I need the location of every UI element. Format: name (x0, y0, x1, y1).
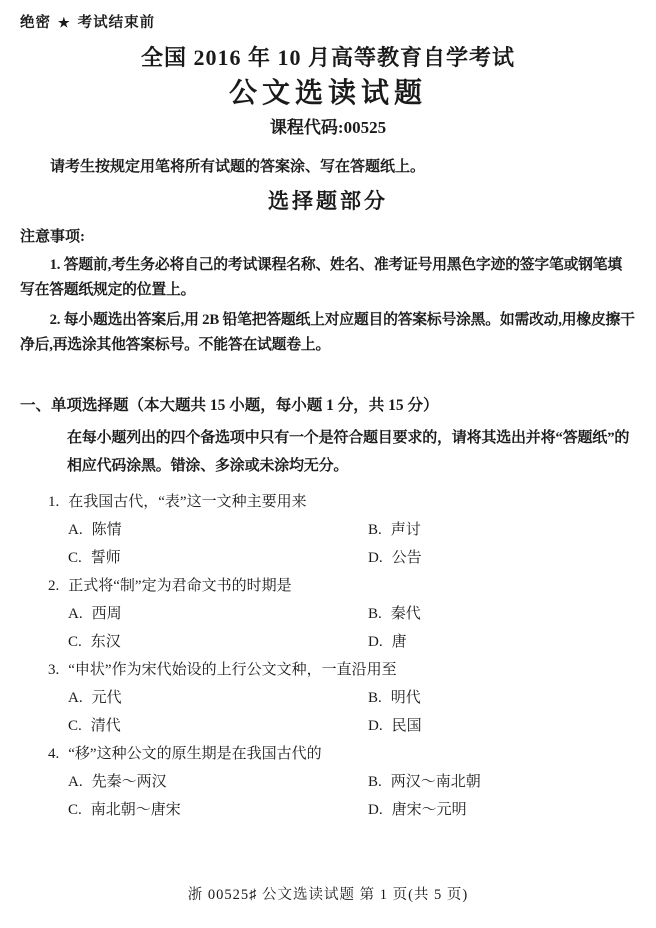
question-stem: 在我国古代，“表”这一文种主要用来 (68, 493, 307, 510)
option-text: 元代 (91, 689, 122, 706)
question-number: 4. (48, 745, 60, 762)
option-text: 先秦～两汉 (91, 773, 167, 790)
option-text: 东汉 (90, 633, 121, 650)
option-row (20, 684, 636, 712)
question (20, 656, 636, 740)
question (20, 740, 636, 824)
option-label: B. (368, 689, 382, 706)
option-label: A. (68, 605, 83, 622)
option-row (20, 712, 636, 740)
option (368, 712, 422, 740)
question-stem: “申状”作为宋代始设的上行公文文种，一直沿用至 (68, 661, 397, 678)
option (368, 796, 467, 824)
option-label: B. (368, 773, 382, 790)
option (368, 516, 421, 544)
option-text: 公告 (391, 549, 422, 566)
option-label: C. (68, 633, 82, 650)
exam-title-line2: 公文选读试题 (228, 77, 427, 109)
classification-note: 考试结束前 (77, 15, 156, 31)
option (368, 544, 422, 572)
option-label: D. (368, 633, 383, 650)
option-label: A. (68, 773, 83, 790)
question-number: 3. (48, 661, 60, 678)
notes-heading: 注意事项: (20, 229, 85, 246)
option-text: 南北朝～唐宋 (90, 801, 181, 818)
option (68, 516, 368, 544)
question (20, 488, 636, 572)
option-label: D. (368, 801, 383, 818)
option-label: D. (368, 549, 383, 566)
exam-title-line1: 全国 2016 年 10 月高等教育自学考试 (140, 45, 515, 70)
option-text: 西周 (91, 605, 122, 622)
question (20, 572, 636, 656)
option-label: C. (68, 717, 82, 734)
option (68, 628, 368, 656)
page-footer: 浙 00525♯ 公文选读试题 第 1 页(共 5 页) (187, 887, 469, 903)
option (368, 628, 407, 656)
option-label: A. (68, 521, 83, 538)
option-text: 秦代 (390, 605, 421, 622)
option-text: 声讨 (390, 521, 421, 538)
question-stem-line (20, 740, 636, 768)
option-text: 清代 (90, 717, 121, 734)
question-section-heading: 一、单项选择题（本大题共 15 小题，每小题 1 分，共 15 分） (20, 396, 439, 414)
option-label: B. (368, 605, 382, 622)
option-row (20, 516, 636, 544)
option-row (20, 600, 636, 628)
star-icon: ★ (58, 15, 71, 30)
option-row (20, 544, 636, 572)
option-text: 民国 (391, 717, 422, 734)
option-text: 唐宋～元明 (391, 801, 467, 818)
option-row (20, 796, 636, 824)
question-stem-line (20, 656, 636, 684)
question-stem-line (20, 572, 636, 600)
option (68, 544, 368, 572)
question-stem: 正式将“制”定为君命文书的时期是 (68, 577, 292, 594)
option (68, 796, 368, 824)
course-code: 课程代码:00525 (269, 118, 387, 138)
option (368, 768, 481, 796)
option (68, 712, 368, 740)
classification-level: 绝密 (20, 15, 51, 31)
option-label: C. (68, 801, 82, 818)
note-item-2: 2. 每小题选出答案后,用 2B 铅笔把答题纸上对应题目的答案标号涂黑。如需改动,用橡皮擦干净后,再选涂其他答案标号。不能答在试题卷上。 (20, 311, 635, 353)
option (368, 600, 421, 628)
option (68, 684, 368, 712)
question-stem-line (20, 488, 636, 516)
question-number: 2. (48, 577, 60, 594)
note-item-1: 1. 答题前,考生务必将自己的考试课程名称、姓名、准考证号用黑色字迹的签字笔或钢笔填写在答题纸规定的位置上。 (20, 256, 622, 298)
answer-sheet-notice: 请考生按规定用笔将所有试题的答案涂、写在答题纸上。 (50, 158, 426, 175)
option-label: B. (368, 521, 382, 538)
section-title: 选择题部分 (268, 189, 388, 214)
option-row (20, 768, 636, 796)
option-text: 两汉～南北朝 (390, 773, 481, 790)
question-section-instructions: 在每小题列出的四个备选项中只有一个是符合题目要求的，请将其选出并将“答题纸”的相应代码涂黑。错涂、多涂或未涂均无分。 (67, 429, 630, 474)
option-text: 唐 (391, 633, 407, 650)
question-number: 1. (48, 493, 60, 510)
option-text: 陈情 (91, 521, 122, 538)
option (68, 768, 368, 796)
option-label: C. (68, 549, 82, 566)
option-text: 明代 (390, 689, 421, 706)
option (68, 600, 368, 628)
option (368, 684, 421, 712)
question-list (20, 488, 636, 824)
option-row (20, 628, 636, 656)
option-label: D. (368, 717, 383, 734)
option-text: 誓师 (90, 549, 121, 566)
security-classification (20, 11, 155, 32)
question-stem: “移”这种公文的原生期是在我国古代的 (68, 745, 322, 762)
option-label: A. (68, 689, 83, 706)
